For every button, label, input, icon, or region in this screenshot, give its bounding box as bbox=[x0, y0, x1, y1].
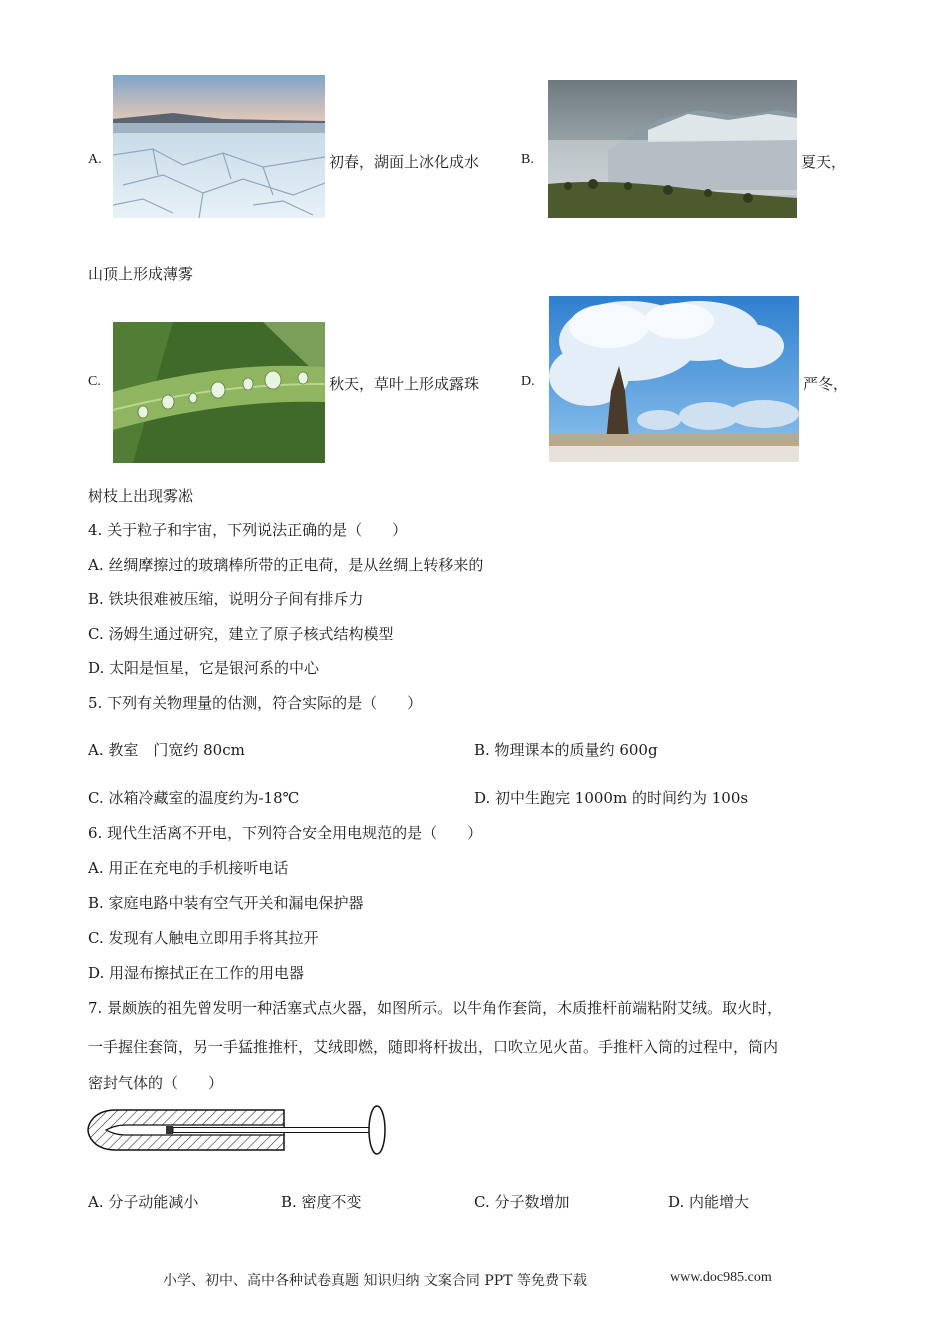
question-7-stem-line-1: 7. 景颇族的祖先曾发明一种活塞式点火器，如图所示。以牛角作套筒，木质推杆前端粘附艾绒。取火时， bbox=[88, 999, 783, 1017]
question-7-stem-line-2: 一手握住套筒，另一手猛推推杆，艾绒即燃，随即将杆拔出，口吹立见火苗。手推杆入筒的过程中，筒内 bbox=[88, 1038, 779, 1056]
question-6-option-b: B. 家庭电路中装有空气开关和漏电保护器 bbox=[88, 894, 364, 912]
option-d-text: 严冬， bbox=[803, 375, 849, 393]
option-c-label: C. bbox=[88, 374, 101, 389]
rime-tree-photo bbox=[549, 296, 799, 462]
option-b-label: B. bbox=[521, 152, 534, 167]
option-d-text-continued: 树枝上出现雾凇 bbox=[88, 487, 194, 505]
option-a-text: 初春，湖面上冰化成水 bbox=[329, 153, 480, 171]
question-4-option-d: D. 太阳是恒星，它是银河系的中心 bbox=[88, 659, 320, 677]
option-c-text: 秋天，草叶上形成露珠 bbox=[329, 375, 480, 393]
question-7-option-b: B. 密度不变 bbox=[281, 1193, 362, 1211]
question-7-stem-line-3: 密封气体的（ ） bbox=[88, 1074, 224, 1092]
dew-on-grass-photo bbox=[113, 322, 325, 463]
misty-mountain-photo bbox=[548, 80, 797, 218]
option-b-text-continued: 山顶上形成薄雾 bbox=[88, 265, 194, 283]
question-4-option-a: A. 丝绸摩擦过的玻璃棒所带的正电荷，是从丝绸上转移来的 bbox=[88, 556, 484, 574]
question-5-option-c: C. 冰箱冷藏室的温度约为-18℃ bbox=[88, 789, 300, 807]
question-5-option-a: A. 教室 门宽约 80cm bbox=[88, 741, 245, 759]
question-6-stem: 6. 现代生活离不开电，下列符合安全用电规范的是（ ） bbox=[88, 824, 483, 842]
question-6-option-a: A. 用正在充电的手机接听电话 bbox=[88, 859, 289, 877]
option-a-label: A. bbox=[88, 152, 102, 167]
question-4-option-b: B. 铁块很难被压缩，说明分子间有排斥力 bbox=[88, 590, 364, 608]
footer-url[interactable]: www.doc985.com bbox=[670, 1270, 772, 1285]
piston-igniter-diagram bbox=[86, 1102, 391, 1160]
frozen-lake-photo bbox=[113, 75, 325, 218]
question-7-option-c: C. 分子数增加 bbox=[474, 1193, 570, 1211]
question-7-option-a: A. 分子动能减小 bbox=[88, 1193, 199, 1211]
question-6-option-d: D. 用湿布擦拭正在工作的用电器 bbox=[88, 964, 305, 982]
question-5-stem: 5. 下列有关物理量的估测，符合实际的是（ ） bbox=[88, 694, 423, 712]
question-5-option-b: B. 物理课本的质量约 600g bbox=[474, 741, 658, 759]
option-b-text: 夏天， bbox=[801, 153, 847, 171]
question-5-option-d: D. 初中生跑完 1000m 的时间约为 100s bbox=[474, 789, 749, 807]
option-d-label: D. bbox=[521, 374, 535, 389]
question-4-option-c: C. 汤姆生通过研究，建立了原子核式结构模型 bbox=[88, 625, 394, 643]
footer-text: 小学、初中、高中各种试卷真题 知识归纳 文案合同 PPT 等免费下载 bbox=[163, 1273, 587, 1289]
question-7-option-d: D. 内能增大 bbox=[668, 1193, 750, 1211]
question-4-stem: 4. 关于粒子和宇宙，下列说法正确的是（ ） bbox=[88, 521, 408, 539]
question-6-option-c: C. 发现有人触电立即用手将其拉开 bbox=[88, 929, 319, 947]
